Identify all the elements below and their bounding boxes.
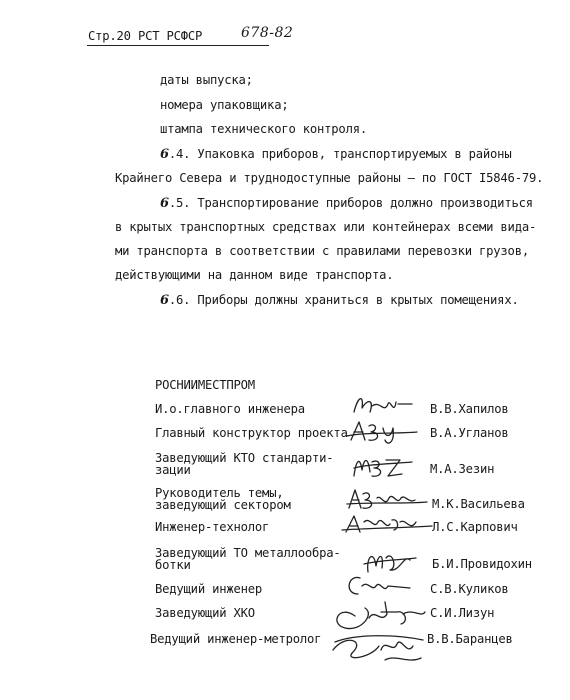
section-6-4-number: 6 <box>160 147 169 162</box>
handwritten-signature <box>350 450 420 482</box>
signatory-title: И.о.главного инженера <box>155 402 305 416</box>
signatory-title: Инженер-технолог <box>155 520 270 534</box>
section-6-5-line-3: ми транспорта в соответствии с правилами перевозки грузов, <box>115 244 529 258</box>
section-6-5-number: 6 <box>160 196 169 211</box>
signatory-title: Заведующий ХКО <box>155 606 255 620</box>
signatory-title: Заведующий КТО стандарти- <box>155 451 334 465</box>
signatory-name: Б.И.Провидохин <box>432 557 532 571</box>
handwritten-signature <box>345 416 420 446</box>
page-header-label: Стр.20 РСТ РСФСР <box>88 29 203 43</box>
list-item-packer-number: номера упаковщика; <box>160 98 289 112</box>
section-6-6-number: 6 <box>160 293 169 308</box>
list-item-qc-stamp: штампа технического контроля. <box>160 122 367 136</box>
section-6-6-line-1 <box>160 293 519 308</box>
signatory-title-continued: заведующий сектором <box>155 498 291 512</box>
signatory-title: Заведующий ТО металлообра- <box>155 546 341 560</box>
list-item-release-date: даты выпуска; <box>160 73 253 87</box>
signatory-name: Л.С.Карпович <box>432 520 518 534</box>
section-6-4-text: .4. Упаковка приборов, транспортируемых в районы <box>168 147 512 161</box>
section-6-6-text: .6. Приборы должны храниться в крытых помещениях. <box>168 293 519 307</box>
signatory-name: С.В.Куликов <box>430 582 509 596</box>
header-underline <box>87 45 269 46</box>
signatory-title: Главный конструктор проекта <box>155 426 348 440</box>
signatory-name: М.А.Зезин <box>430 462 495 476</box>
organization-name: РОСНИИМЕСТПРОМ <box>155 378 255 392</box>
signatory-name: М.К.Васильева <box>432 497 525 511</box>
handwritten-standard-number: 678-82 <box>241 25 294 41</box>
handwritten-signature <box>340 508 435 538</box>
section-6-5-text: .5. Транспортирование приборов должно производиться <box>168 196 533 210</box>
signatory-name: В.В.Баранцев <box>427 632 513 646</box>
signatory-title: Руководитель темы, <box>155 486 284 500</box>
section-6-5-line-2: в крытых транспортных средствах или контейнерах всеми вида- <box>115 220 537 234</box>
signatory-title-continued: ботки <box>155 558 191 572</box>
signatory-title: Ведущий инженер <box>155 582 263 596</box>
signatory-name: В.А.Угланов <box>430 426 509 440</box>
section-6-5-line-1 <box>160 196 533 211</box>
signatory-name: С.И.Лизун <box>430 606 495 620</box>
signatory-title: Ведущий инженер-метролог <box>150 632 322 646</box>
section-6-5-line-4: действующими на данном виде транспорта. <box>115 268 394 282</box>
handwritten-signature <box>325 594 430 670</box>
section-6-4-line-2: Крайнего Севера и труднодоступные районы – по ГОСТ I5846-79. <box>115 171 544 185</box>
section-6-4-line-1 <box>160 147 511 162</box>
signatory-name: В.В.Хапилов <box>430 402 509 416</box>
signatory-title-continued: зации <box>155 463 191 477</box>
